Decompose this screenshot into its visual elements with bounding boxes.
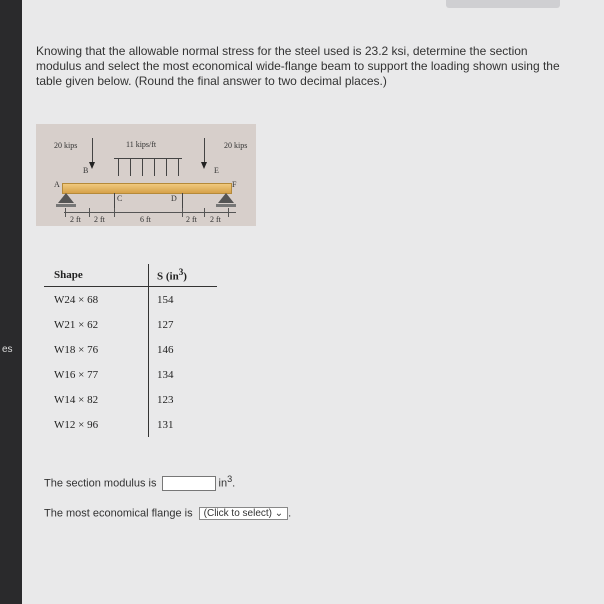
flange-select[interactable]: [199, 507, 292, 520]
table-row: [44, 412, 217, 437]
dist-arrow-4: [154, 158, 155, 176]
left-support-base: [56, 204, 76, 207]
flange-select-value: (Click to select): [203, 508, 272, 519]
unit-base: in: [218, 477, 228, 490]
dist-arrow-2: [130, 158, 131, 176]
left-load-arrow-icon: [89, 162, 95, 169]
point-e-label: E: [214, 166, 219, 175]
right-load-arrow-icon: [201, 162, 207, 169]
point-c-label: C: [117, 194, 123, 203]
section-modulus-input[interactable]: [162, 476, 216, 491]
steel-beam: [62, 183, 232, 194]
table-row: [44, 387, 217, 412]
s-cell: 131: [149, 412, 218, 437]
dist-arrow-5: [166, 158, 167, 176]
s-cell: 134: [149, 362, 218, 387]
header-s-sup: 3: [178, 267, 184, 278]
flange-label: The most economical flange is: [44, 507, 193, 520]
table-header-row: [44, 264, 217, 287]
dim-label-2: 2 ft: [94, 215, 105, 224]
point-c-line: [114, 193, 115, 209]
point-d-line: [182, 193, 183, 209]
shape-cell: W24 × 68: [54, 293, 99, 306]
dim-label-3: 6 ft: [140, 215, 151, 224]
left-sidebar: [0, 0, 22, 604]
dist-arrow-6: [178, 158, 179, 176]
right-support-icon: [218, 193, 234, 203]
shape-table: [44, 264, 217, 437]
dim-label-4: 2 ft: [186, 215, 197, 224]
top-action-button[interactable]: [446, 0, 560, 8]
question-text: Knowing that the allowable normal stress for the steel used is 23.2 ksi, determine the section modulus and select the most economical wide-flange beam to support the loading shown using the table given below. (Round the final answer to two decimal places.): [36, 44, 560, 88]
left-support-icon: [58, 193, 74, 203]
distributed-load-top-line: [114, 158, 182, 159]
right-support-base: [216, 204, 236, 207]
dim-tick: [114, 208, 115, 217]
flange-answer: [44, 507, 291, 520]
header-s-suffix: ): [183, 270, 187, 283]
load-right-label: 20 kips: [224, 141, 248, 150]
flange-period: .: [288, 507, 292, 520]
dim-label-1: 2 ft: [70, 215, 81, 224]
chevron-down-icon: ⌄: [274, 508, 284, 519]
dim-tick: [228, 208, 229, 217]
beam-diagram: [36, 124, 256, 226]
section-modulus-label: The section modulus is: [44, 477, 157, 490]
shape-cell: W18 × 76: [54, 343, 99, 356]
dim-tick: [89, 208, 90, 217]
dim-tick: [65, 208, 66, 217]
point-a-label: A: [54, 180, 60, 189]
table-row: [44, 312, 217, 337]
dist-arrow-1: [118, 158, 119, 176]
sidebar-partial-text: es: [2, 344, 13, 355]
header-shape: Shape: [44, 264, 149, 287]
point-b-label: B: [83, 166, 89, 175]
shape-cell: W16 × 77: [54, 368, 99, 381]
s-cell: 154: [149, 287, 218, 313]
header-section-modulus: [149, 264, 218, 287]
shape-cell: W14 × 82: [54, 393, 99, 406]
point-d-label: D: [171, 194, 177, 203]
table-row: [44, 287, 217, 313]
section-modulus-answer: [44, 474, 235, 491]
right-load-line: [204, 138, 205, 162]
s-cell: 127: [149, 312, 218, 337]
s-cell: 146: [149, 337, 218, 362]
distributed-load-label: 11 kips/ft: [126, 140, 157, 149]
left-load-line: [92, 138, 93, 162]
dim-label-5: 2 ft: [210, 215, 221, 224]
table-row: [44, 337, 217, 362]
shape-cell: W21 × 62: [54, 318, 99, 331]
header-s-prefix: S (in: [157, 270, 179, 283]
unit-sup: 3: [227, 474, 233, 484]
dim-tick: [204, 208, 205, 217]
point-f-label: F: [232, 180, 237, 189]
s-cell: 123: [149, 387, 218, 412]
dim-tick: [182, 208, 183, 217]
shape-cell: W12 × 96: [54, 418, 99, 431]
table-row: [44, 362, 217, 387]
dist-arrow-3: [142, 158, 143, 176]
load-left-label: 20 kips: [54, 141, 78, 150]
unit-period: .: [232, 477, 236, 490]
